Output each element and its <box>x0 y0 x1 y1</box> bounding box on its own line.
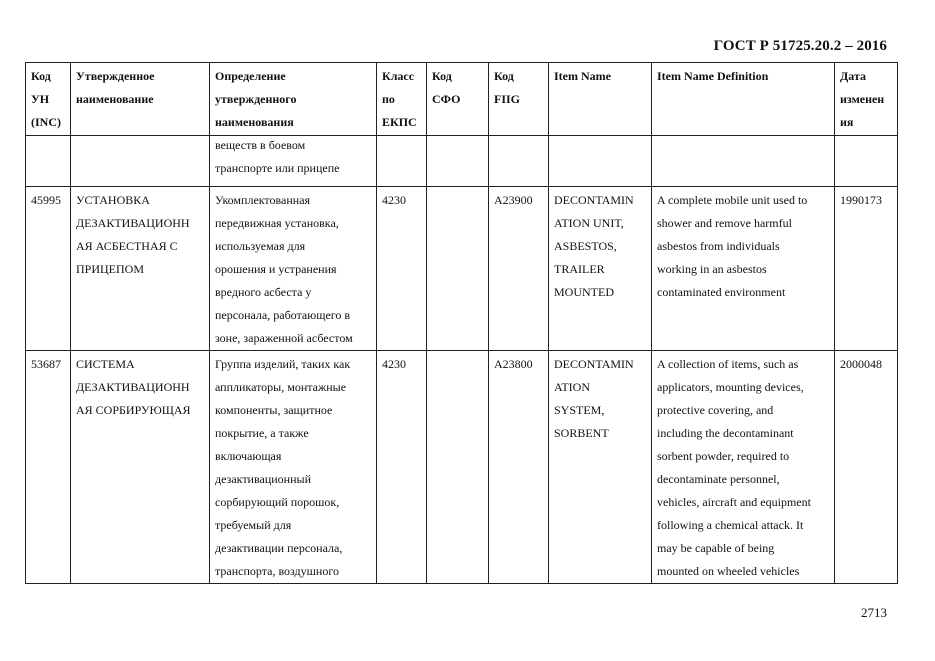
cell-fiig: A23800 <box>489 351 549 584</box>
col-header-item-name: Item Name <box>549 63 652 136</box>
catalog-table <box>25 62 898 584</box>
cell-item-name: DECONTAMIN ATION UNIT, ASBESTOS, TRAILER MOUNTED <box>549 187 652 351</box>
col-header-fiig: Код FIIG <box>489 63 549 136</box>
cell-approved-name: СИСТЕМА ДЕЗАКТИВАЦИОНН АЯ СОРБИРУЮЩАЯ <box>71 351 210 584</box>
cell-class: 4230 <box>377 187 427 351</box>
col-header-date: Дата изменен ия <box>835 63 898 136</box>
cell-item-definition: A complete mobile unit used to shower and remove harmful asbestos from individuals working in an asbestos contaminated environment <box>652 187 835 351</box>
cell-definition: Укомплектованная передвижная установка, используемая для орошения и устранения вредного асбеста у персонала, работающего в зоне, зараженной асбестом <box>210 187 377 351</box>
cell-item-name <box>549 136 652 187</box>
cell-date <box>835 136 898 187</box>
col-header-class: Класс по ЕКПС <box>377 63 427 136</box>
col-header-approved-name: Утвержденное наименование <box>71 63 210 136</box>
cell-definition: веществ в боевом транспорте или прицепе <box>210 136 377 187</box>
col-header-inc: Код УН (INC) <box>26 63 71 136</box>
cell-sfo <box>427 187 489 351</box>
table-row <box>26 351 898 584</box>
cell-inc: 53687 <box>26 351 71 584</box>
cell-item-name: DECONTAMIN ATION SYSTEM, SORBENT <box>549 351 652 584</box>
cell-class <box>377 136 427 187</box>
cell-inc <box>26 136 71 187</box>
cell-fiig: A23900 <box>489 187 549 351</box>
cell-item-definition <box>652 136 835 187</box>
cell-item-definition: A collection of items, such as applicators, mounting devices, protective covering, and including the decontaminant sorbent powder, required to decontaminate personnel, vehicles, aircraft and equipment following a chemical attack. It may be capable of being mounted on wheeled vehicles <box>652 351 835 584</box>
col-header-sfo: Код СФО <box>427 63 489 136</box>
table-row <box>26 187 898 351</box>
cell-approved-name <box>71 136 210 187</box>
cell-date: 1990173 <box>835 187 898 351</box>
cell-date: 2000048 <box>835 351 898 584</box>
col-header-definition: Определение утвержденного наименования <box>210 63 377 136</box>
cell-approved-name: УСТАНОВКА ДЕЗАКТИВАЦИОНН АЯ АСБЕСТНАЯ С ПРИЦЕПОМ <box>71 187 210 351</box>
col-header-item-definition: Item Name Definition <box>652 63 835 136</box>
page-number: 2713 <box>861 605 887 620</box>
cell-inc: 45995 <box>26 187 71 351</box>
document-title: ГОСТ Р 51725.20.2 – 2016 <box>713 38 887 54</box>
cell-sfo <box>427 351 489 584</box>
cell-definition: Группа изделий, таких как аппликаторы, монтажные компоненты, защитное покрытие, а также включающая дезактивационный сорбирующий порошок, требуемый для дезактивации персонала, транспорта, воздушного <box>210 351 377 584</box>
table-header-row <box>26 63 898 136</box>
table-row <box>26 136 898 187</box>
cell-sfo <box>427 136 489 187</box>
cell-fiig <box>489 136 549 187</box>
cell-class: 4230 <box>377 351 427 584</box>
